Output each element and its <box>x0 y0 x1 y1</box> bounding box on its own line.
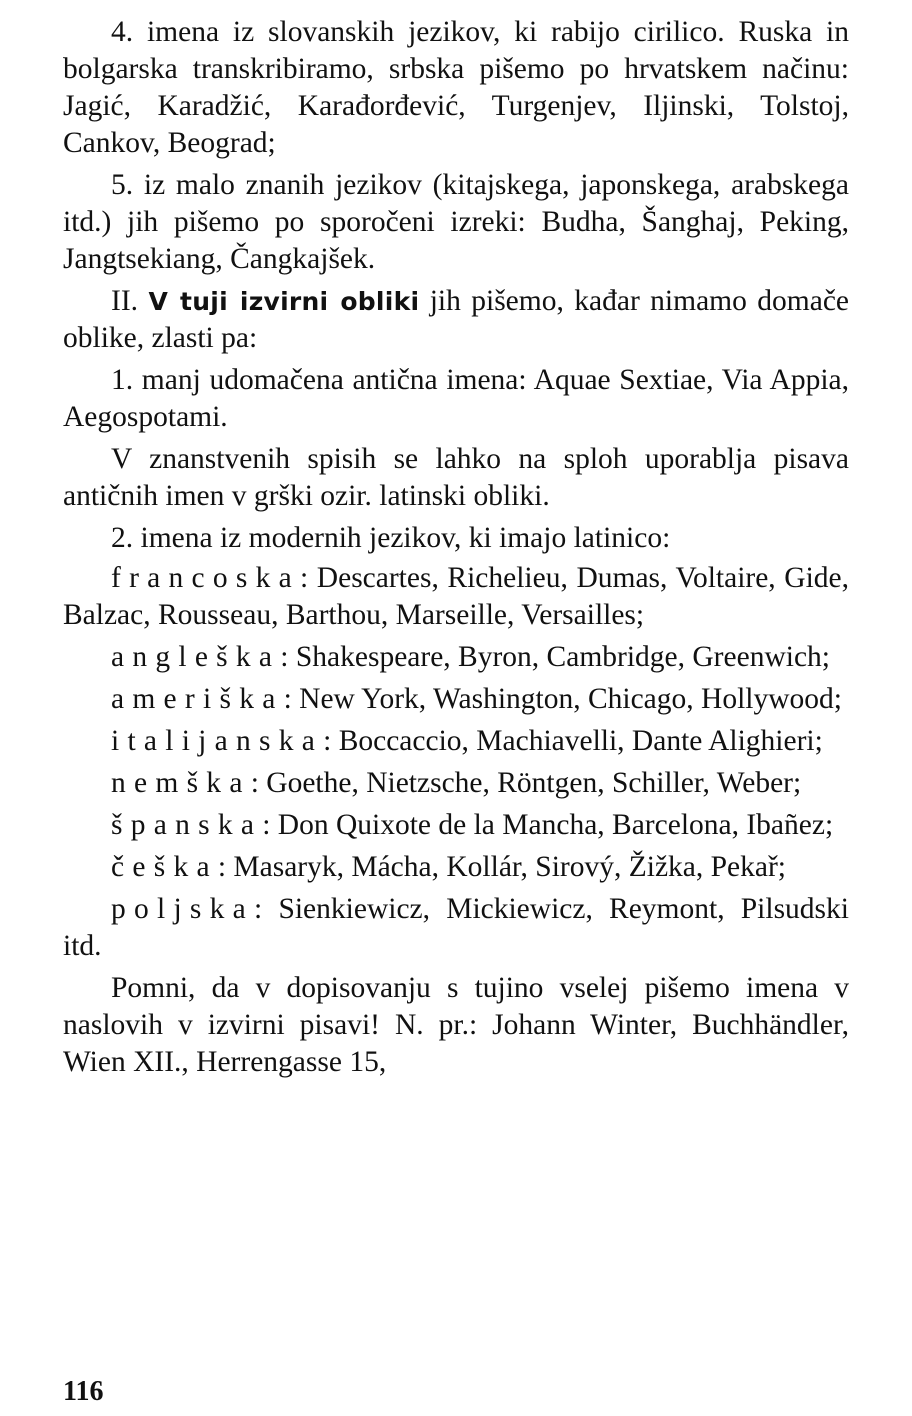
book-page <box>63 14 849 1086</box>
section-heading-original-form <box>63 283 849 357</box>
language-examples: Don Quixote de la Mancha, Barcelona, Ibañez; <box>277 809 834 841</box>
paragraph-rare-languages: 5. iz malo znanih jezikov (kitajskega, japonskega, arabskega itd.) jih pišemo po sporočeni izreki: Budha, Šanghaj, Peking, Jangtsekiang, Čangkajšek. <box>63 169 849 275</box>
paragraph-modern-languages: 2. imena iz modernih jezikov, ki imajo latinico: <box>111 522 671 554</box>
language-label: ameriška <box>111 683 284 715</box>
language-label: španska <box>111 809 263 841</box>
paragraph-antique-names: 1. manj udomačena antična imena: Aquae Sextiae, Via Appia, Aegospotami. <box>63 364 849 433</box>
language-examples: Boccaccio, Machiavelli, Dante Alighieri; <box>338 725 823 757</box>
language-examples: Sienkiewicz, Mickiewicz, Reymont, Pilsudski itd. <box>63 893 849 962</box>
section-intro: jih pišemo, kađar nimamo domače oblike, zlasti pa: <box>63 285 850 354</box>
language-label: italijanska <box>111 725 324 757</box>
language-entry: francoska: Descartes, Richelieu, Dumas, Voltaire, Gide, Balzac, Rousseau, Barthou, Marseille, Versailles; <box>63 562 849 631</box>
page-number: 116 <box>63 1376 104 1407</box>
language-entry: poljska: Sienkiewicz, Mickiewicz, Reymont, Pilsudski itd. <box>63 893 849 962</box>
language-label: češka <box>111 851 218 883</box>
paragraph-cyrillic-names: 4. imena iz slovanskih jezikov, ki rabijo cirilico. Ruska in bolgarska transkribiramo, srbska pišemo po hrvatskem načinu: Jagić, Karadžić, Karađorđević, Turgenjev, Iljinski, Tolstoj, Cankov, Beograd; <box>63 16 849 159</box>
language-entry: nemška: Goethe, Nietzsche, Röntgen, Schiller, Weber; <box>111 767 802 799</box>
language-label: nemška <box>111 767 251 799</box>
language-entry: angleška: Shakespeare, Byron, Cambridge, Greenwich; <box>111 641 830 673</box>
language-entry: italijanska: Boccaccio, Machiavelli, Dante Alighieri; <box>111 725 823 757</box>
language-examples: Descartes, Richelieu, Dumas, Voltaire, Gide, Balzac, Rousseau, Barthou, Marseille, Versailles; <box>63 562 849 631</box>
section-title: V tuji izvirni obliki <box>148 287 420 316</box>
language-entry: češka: Masaryk, Mácha, Kollár, Sirový, Žižka, Pekař; <box>111 851 786 883</box>
language-label: angleška <box>111 641 281 673</box>
language-entry: ameriška: New York, Washington, Chicago, Hollywood; <box>111 683 842 715</box>
language-label: francoska <box>111 562 300 594</box>
language-examples: Goethe, Nietzsche, Röntgen, Schiller, Weber; <box>266 767 802 799</box>
paragraph-scientific-writing: V znanstvenih spisih se lahko na sploh uporablja pisava antičnih imen v grški ozir. latinski obliki. <box>63 443 849 512</box>
language-label: poljska <box>111 893 255 925</box>
section-number: II. <box>111 285 139 317</box>
language-entry: španska: Don Quixote de la Mancha, Barcelona, Ibañez; <box>111 809 834 841</box>
language-examples: New York, Washington, Chicago, Hollywood; <box>299 683 842 715</box>
language-examples: Shakespeare, Byron, Cambridge, Greenwich; <box>295 641 830 673</box>
language-examples: Masaryk, Mácha, Kollár, Sirový, Žižka, Pekař; <box>233 851 786 883</box>
paragraph-correspondence-note: Pomni, da v dopisovanju s tujino vselej pišemo imena v naslovih v izvirni pisavi! N. pr.: Johann Winter, Buchhändler, Wien XII., Herrengasse 15, <box>63 972 849 1078</box>
